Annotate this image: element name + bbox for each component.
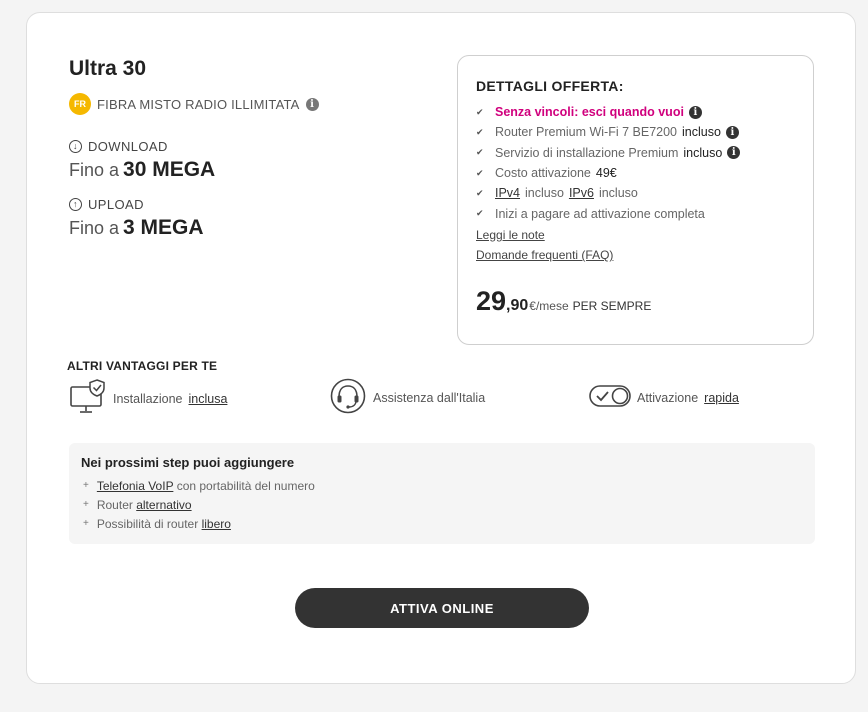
upload-prefix: Fino a (69, 218, 120, 238)
list-item: ✔ Senza vincoli: esci quando vuoi i (476, 102, 740, 122)
next-steps-box (69, 443, 815, 544)
download-label: DOWNLOAD (88, 139, 168, 154)
advantage-support: Assistenza dall'Italia (329, 377, 485, 418)
upload-value: 3 MEGA (123, 216, 204, 239)
list-item: ✔ IPv4 incluso IPv6 incluso (476, 186, 638, 201)
list-item: ✔ Inizi a pagare ad attivazione completa (476, 206, 705, 221)
offer-details-list (476, 102, 740, 224)
faq-link[interactable]: Domande frequenti (FAQ) (476, 248, 614, 262)
download-prefix: Fino a (69, 160, 120, 180)
check-icon: ✔ (476, 147, 484, 158)
offer-details-box (457, 55, 814, 345)
voip-link[interactable]: Telefonia VoIP (96, 478, 174, 493)
plus-icon: + (83, 518, 89, 529)
price-decimal: ,90 (506, 297, 529, 314)
list-item: ✔ Router Premium Wi-Fi 7 BE7200 incluso i (476, 122, 740, 142)
check-icon: ✔ (476, 187, 484, 198)
plus-icon: + (83, 499, 89, 510)
download-value: 30 MEGA (123, 158, 216, 181)
activation-link[interactable]: rapida (704, 390, 739, 405)
advantage-activation: Attivazione rapida (589, 384, 739, 411)
advantage-installation: Installazione inclusa (69, 378, 227, 419)
info-icon[interactable]: i (727, 146, 740, 159)
download-arrow-icon: ↓ (69, 140, 82, 153)
list-item: ✔ Costo attivazione 49€ (476, 166, 617, 181)
ipv4-link[interactable]: IPv4 (495, 186, 521, 201)
check-icon: ✔ (476, 208, 484, 219)
plus-icon: + (83, 480, 89, 491)
fr-badge-icon: FR (69, 93, 91, 115)
price-tag: PER SEMPRE (572, 299, 652, 313)
upload-label: UPLOAD (88, 197, 144, 212)
check-icon: ✔ (476, 167, 484, 178)
free-router-link[interactable]: libero (201, 516, 231, 531)
monitor-shield-icon (69, 378, 107, 419)
advantages-title: ALTRI VANTAGGI PER TE (67, 359, 218, 373)
list-item: + Possibilità di router libero (83, 516, 231, 531)
info-icon[interactable]: i (726, 126, 739, 139)
upload-block (69, 197, 204, 240)
list-item: ✔ Servizio di installazione Premium incluso i (476, 143, 740, 163)
installation-link[interactable]: inclusa (188, 391, 228, 406)
price-unit: €/mese (529, 299, 569, 313)
list-item: + Telefonia VoIP con portabilità del numero (83, 478, 315, 493)
check-icon: ✔ (476, 106, 484, 117)
next-steps-title: Nei prossimi step puoi aggiungere (81, 455, 295, 470)
activate-online-button[interactable]: ATTIVA ONLINE (295, 588, 589, 628)
info-icon[interactable]: i (689, 106, 702, 119)
ipv6-link[interactable]: IPv6 (568, 186, 594, 201)
upload-arrow-icon: ↑ (69, 198, 82, 211)
offer-details-title: DETTAGLI OFFERTA: (476, 78, 624, 94)
toggle-check-icon (589, 384, 631, 411)
offer-card (26, 12, 856, 684)
read-notes-link[interactable]: Leggi le note (476, 228, 545, 242)
check-icon: ✔ (476, 126, 484, 137)
technology-row (69, 93, 319, 115)
next-steps-list (83, 476, 315, 533)
alt-router-link[interactable]: alternativo (136, 497, 192, 512)
download-block (69, 139, 215, 182)
price (476, 286, 651, 317)
info-icon[interactable]: i (306, 98, 319, 111)
list-item: + Router alternativo (83, 497, 192, 512)
technology-label: FIBRA MISTO RADIO ILLIMITATA (97, 96, 300, 112)
plan-title: Ultra 30 (69, 57, 147, 80)
headset-icon (329, 377, 367, 418)
price-integer: 29 (476, 286, 507, 316)
